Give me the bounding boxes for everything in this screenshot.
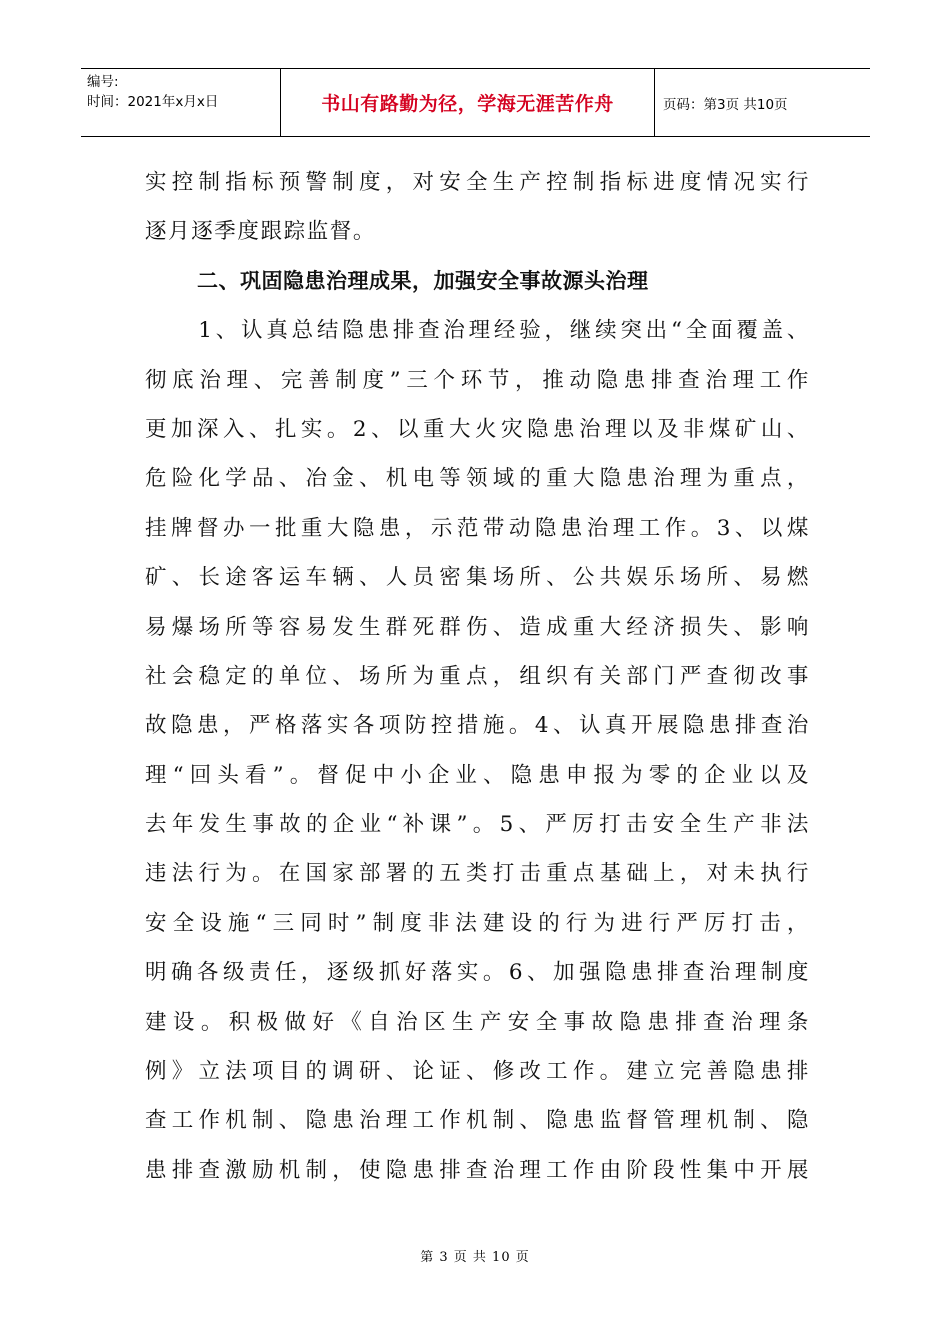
page-footer: 第 3 页 共 10 页 [420, 1250, 530, 1265]
text-line: 1、认真总结隐患排查治理经验，继续突出“全面覆盖、 [173, 318, 810, 344]
text-line: 理“回头看”。督促中小企业、隐患申报为零的企业以及 [145, 762, 810, 788]
header-motto: 书山有路勤为径，学海无涯苦作舟 [281, 69, 655, 136]
text-line: 危险化学品、冶金、机电等领域的重大隐患治理为重点， [145, 466, 810, 492]
header-page-label: 页码：第3页 共10页 [663, 96, 788, 113]
text-line: 矿、长途客运车辆、人员密集场所、公共娱乐场所、易燃 [145, 565, 810, 591]
text-line: 彻底治理、完善制度”三个环节，推动隐患排查治理工作 [145, 367, 810, 393]
text-line: 挂牌督办一批重大隐患，示范带动隐患治理工作。3、以煤 [145, 515, 810, 541]
text-line: 例》立法项目的调研、论证、修改工作。建立完善隐患排 [145, 1059, 810, 1085]
number-label: 编号: [87, 74, 119, 90]
text-line: 逐月逐季度跟踪监督。 [145, 219, 377, 245]
text-line: 明确各级责任，逐级抓好落实。6、加强隐患排查治理制度 [145, 960, 810, 986]
section-heading: 二、巩固隐患治理成果，加强安全事故源头治理 [197, 268, 649, 293]
text-line: 违法行为。在国家部署的五类打击重点基础上，对未执行 [145, 861, 810, 887]
text-line: 安全设施“三同时”制度非法建设的行为进行严厉打击， [145, 910, 810, 936]
text-line: 易爆场所等容易发生群死群伤、造成重大经济损失、影响 [145, 614, 810, 640]
text-line: 建设。积极做好《自治区生产安全事故隐患排查治理条 [145, 1009, 810, 1035]
text-line: 故隐患，严格落实各项防控措施。4、认真开展隐患排查治 [145, 713, 810, 739]
time-label: 时间：2021年x月x日 [87, 94, 219, 110]
text-line: 更加深入、扎实。2、以重大火灾隐患治理以及非煤矿山、 [145, 416, 810, 442]
body-text [145, 158, 810, 1195]
text-line: 查工作机制、隐患治理工作机制、隐患监督管理机制、隐 [145, 1108, 810, 1134]
header-meta [81, 69, 281, 136]
page-header [81, 68, 870, 137]
text-line: 去年发生事故的企业“补课”。5、严厉打击安全生产非法 [145, 812, 810, 838]
text-line: 患排查激励机制，使隐患排查治理工作由阶段性集中开展 [145, 1157, 810, 1183]
text-line: 实控制指标预警制度，对安全生产控制指标进度情况实行 [145, 170, 810, 195]
text-line: 社会稳定的单位、场所为重点，组织有关部门严查彻改事 [145, 663, 810, 689]
